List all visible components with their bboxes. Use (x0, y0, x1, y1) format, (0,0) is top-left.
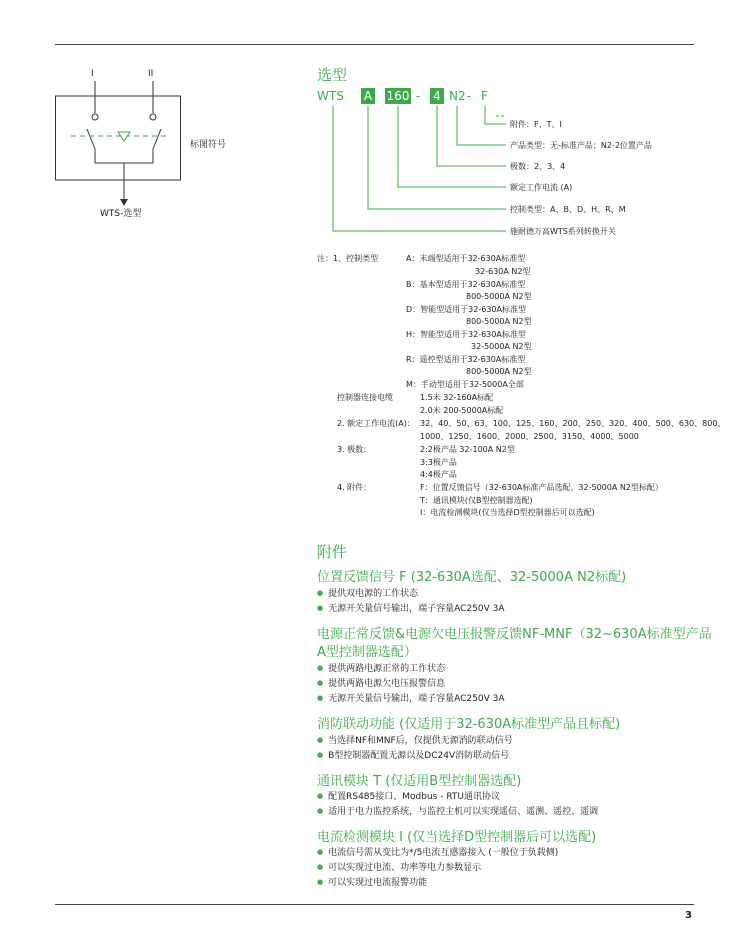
list-item: ● 提供两路电源欠电压报警信息 (317, 676, 445, 689)
legend-product-type: 产品类型：无-标准产品；N2-2位置产品 (510, 141, 652, 150)
list-item: ● 提供双电源的工作状态 (317, 586, 418, 599)
code-n2: N2 (449, 89, 466, 103)
code-dash-1: - (416, 89, 421, 103)
section-heading-current-module: 电流检测模块 I (仅当选择D型控制器后可以选配) (317, 830, 597, 845)
note-type-d: D：智能型适用于32-630A标准型 (406, 305, 526, 314)
list-item: ● 适用于电力监控系统，与监控主机可以实现遥信、遥测、遥控、遥调 (317, 804, 598, 817)
code-control-type: A (361, 88, 375, 104)
section-heading-power-feedback: 电源正常反馈&电源欠电压报警反馈NF-MNF（32~630A标准型产品 (317, 627, 712, 642)
section-heading-power-feedback-line-2: A型控制器选配） (317, 645, 417, 660)
note-cable-1: 1.5米 32-160A标配 (420, 393, 494, 402)
note-cable-2: 2.0米 200-5000A标配 (420, 406, 504, 415)
list-item: ● 无源开关量信号输出，端子容量AC250V 3A (317, 691, 504, 704)
code-leader-lines (300, 100, 520, 240)
note-type-r-n2: 800-5000A N2型 (466, 367, 532, 376)
list-item: ● 配置RS485接口、Modbus - RTU通讯协议 (317, 789, 500, 802)
note-type-h: H：智能型适用于32-630A标准型 (406, 330, 526, 339)
selection-title: 选型 (317, 66, 348, 84)
code-current: 160 (386, 89, 410, 103)
code-accessory: F (481, 89, 488, 103)
section-heading-comm-module: 通讯模块 T (仅适用B型控制器选配) (317, 774, 522, 789)
transfer-switch-symbol-icon (55, 65, 195, 225)
note-4-item-f: F：位置反馈信号（32-630A标准产品选配、32-5000A N2型标配） (420, 483, 663, 492)
terminal-label-i: I (91, 69, 94, 79)
note-3-label: 3. 极数： (337, 445, 372, 454)
note-3-item-3: 4:4极产品 (420, 470, 457, 479)
note-4-item-i: I：电流检测模块(仅当选择D型控制器后可以选配) (420, 508, 595, 517)
code-wts: WTS (317, 89, 344, 103)
diagram-caption: WTS-选型 (100, 209, 142, 219)
section-heading-fire-linkage: 消防联动功能 (仅适用于32-630A标准型产品且标配) (317, 717, 621, 732)
list-item: ● 无源开关量信号输出，端子容量AC250V 3A (317, 601, 504, 614)
page-number: 3 (685, 910, 692, 921)
accessories-title: 附件 (317, 543, 348, 561)
legend-poles: 极数：2、3、4 (510, 162, 566, 171)
terminal-label-ii: II (148, 69, 154, 79)
note-type-a-n2: 32-630A N2型 (475, 267, 531, 276)
note-2-label: 2. 额定工作电流(A)： (337, 419, 415, 428)
note-2-line-1: 32、40、50、63、100、125、160、200、250、320、400、500、630、800、 (420, 419, 726, 428)
top-rule (55, 44, 694, 45)
code-poles: 4 (430, 88, 444, 104)
legend-control-type: 控制类型：A、B、D、H、R、M (510, 205, 626, 214)
legend-series: 施耐德万高WTS系列转换开关 (510, 227, 616, 236)
note-4-label: 4. 附件： (337, 483, 372, 492)
list-item: ● 可以实现过电流报警功能 (317, 875, 427, 888)
note-cable-label: 控制器连接电缆 (337, 393, 393, 402)
note-type-b: B：基本型适用于32-630A标准型 (406, 280, 526, 289)
code-dash-2: - (467, 89, 472, 103)
list-item: ● B型控制器配置无源以及DC24V消防联动信号 (317, 748, 509, 761)
note-1-label: 注：1、控制类型 (317, 254, 379, 263)
list-item: ● 可以实现过电流、功率等电力参数显示 (317, 860, 481, 873)
note-type-m: M：手动型适用于32-5000A全部 (406, 380, 524, 389)
section-heading-position-feedback: 位置反馈信号 F (32-630A选配、32-5000A N2标配) (317, 570, 627, 585)
legend-current: 额定工作电流 (A) (510, 183, 573, 192)
switch-symbol-diagram (55, 65, 195, 225)
note-3-item-2: 3:3极产品 (420, 458, 457, 467)
note-3-item-1: 2:2极产品 32-100A N2型 (420, 445, 515, 454)
note-type-a: A：末端型适用于32-630A标准型 (406, 254, 526, 263)
list-item: ● 电流信号需从变比为*/5电流互感器接入 (一般位于负载侧) (317, 845, 558, 858)
note-type-r: R：遥控型适用于32-630A标准型 (406, 355, 526, 364)
note-type-d-n2: 800-5000A N2型 (466, 317, 532, 326)
note-4-item-t: T：通讯模块(仅B型控制器选配) (420, 496, 533, 505)
bottom-rule (55, 904, 694, 905)
note-type-h-n2: 32-5000A N2型 (471, 342, 532, 351)
list-item: ● 当选择NF和MNF后，仅提供无源消防联动信号 (317, 733, 513, 746)
legend-accessory: 附件：F、T、I (510, 120, 562, 129)
list-item: ● 提供两路电源正常的工作状态 (317, 661, 445, 674)
symbol-label: 标图符号 (190, 140, 227, 150)
note-2-line-2: 1000、1250、1600、2000、2500、3150、4000、5000 (420, 432, 639, 441)
note-type-b-n2: 800-5000A N2型 (466, 292, 532, 301)
